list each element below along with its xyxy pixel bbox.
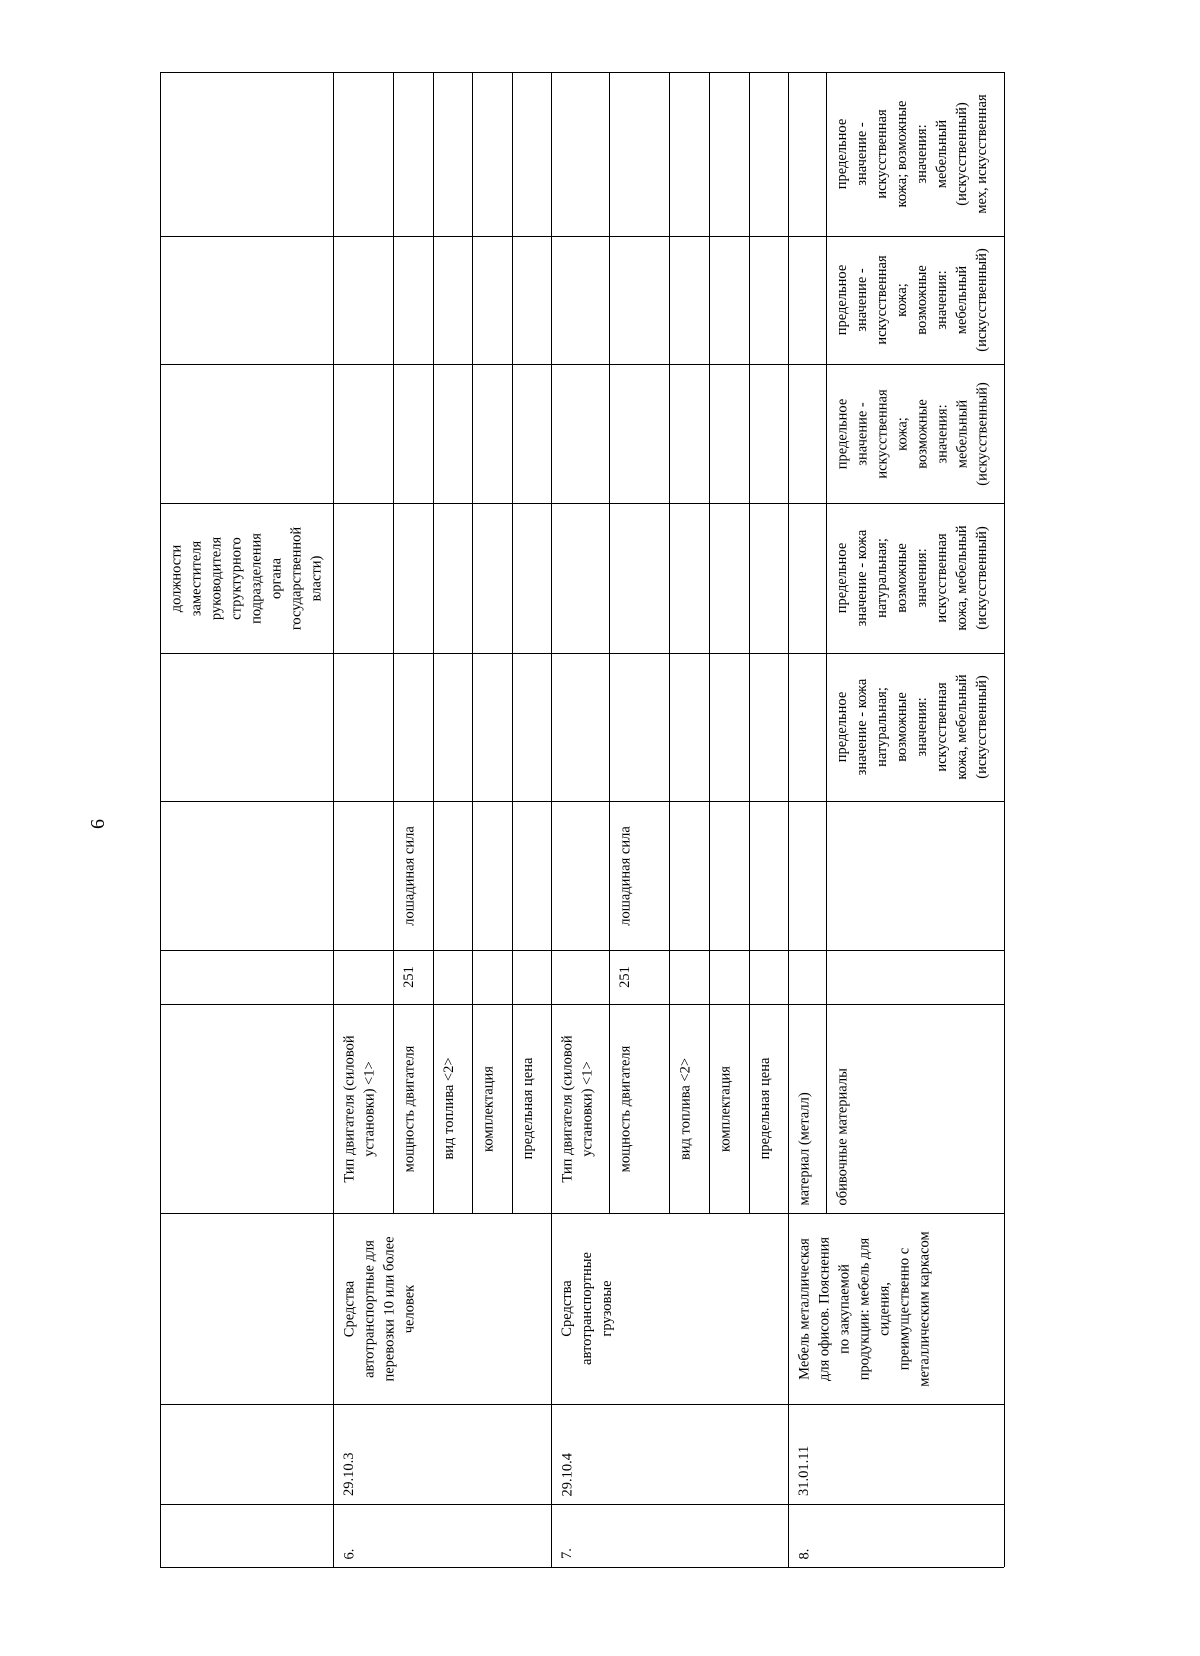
value-cell-line: (искусственный) [974,248,990,352]
value-cell [826,653,1004,801]
value-cell-line: предельное [834,264,850,336]
row-number [551,1504,788,1567]
characteristic-label [333,1004,393,1213]
value-cell-line: возможные [894,543,910,613]
okpd-code-line: 31.01.11 [796,1445,812,1496]
product-name [788,1213,1004,1404]
value-cell-line: искусственная [874,109,890,199]
header-position-note-line: органа [268,557,284,599]
product-name-line: по закупаемой [836,1263,852,1354]
value-cell-line: возможные [894,692,910,762]
value-cell-line: значение - [854,268,870,332]
value-cell-line: возможные [914,398,930,469]
value-cell-line: значения: [934,270,950,330]
value-cell-line: мебельный [954,399,970,468]
value-cell-line: значения: [914,697,930,757]
value-cell-line: искусственная [934,533,950,623]
value-cell-line: искусственная [934,682,950,772]
product-name-line: человек [401,1284,417,1333]
value-cell-line: (искусственный) [974,381,990,486]
characteristic-label-line: мощность двигателя [617,1045,633,1172]
unit-code-line: 251 [617,966,633,988]
value-cell-line: кожа; [894,416,910,451]
characteristic-label-line: Тип двигателя (силовой [341,1034,357,1183]
okpd-code [333,1404,551,1504]
product-name-line: автотранспортные для [361,1239,377,1378]
value-cell-line: мебельный [954,265,970,335]
page-number: 6 [87,819,109,829]
value-cell-line: кожа, мебельный [954,525,970,631]
value-cell-line: значение - [854,122,870,186]
product-name-line: преимущественно с [896,1247,912,1370]
product-name-line: для офисов. Пояснения [816,1236,832,1381]
product-name-line: сидения, [876,1281,892,1336]
header-position-note-line: заместителя [188,540,204,616]
product-name-line: грузовые [599,1280,615,1337]
value-cell-line: значения: [914,548,930,608]
value-cell [826,72,1004,236]
value-cell-line: предельное [834,118,850,190]
value-cell [826,236,1004,364]
product-name-line: продукции: мебель для [856,1237,872,1380]
product-name-line: металлическим каркасом [916,1230,932,1387]
value-cell-line: (искусственный) [974,526,990,630]
value-cell-line: мех, искусственная [974,94,990,214]
unit-name-line: лошадиная сила [401,825,417,926]
value-cell-line: возможные [914,265,930,335]
product-name-line: Мебель металлическая [796,1237,812,1380]
characteristic-label-line: установки) <1> [579,1060,595,1157]
row-number-line: 7. [559,1548,575,1559]
value-cell-line: предельное [834,398,850,469]
unit-name [393,801,433,950]
value-cell-line: (искусственный) [974,675,990,779]
characteristic-label-line: предельная цена [757,1057,773,1160]
unit-name [609,801,669,950]
row-number-line: 6. [341,1548,357,1559]
table-border-left [160,72,161,1567]
value-cell-line: мебельный [934,119,950,189]
characteristic-label-line: вид топлива <2> [441,1057,457,1160]
value-cell-line: значение - [854,401,870,466]
value-cell-line: (искусственный) [954,102,970,206]
header-position-note-line: должности [168,544,184,612]
header-position-note-line: власти) [308,555,324,601]
characteristic-label [551,1004,609,1213]
value-cell-line: значение - кожа [854,678,870,776]
characteristic-label [709,1004,749,1213]
characteristic-label-line: вид топлива <2> [677,1057,693,1160]
column-separator [160,801,1004,802]
product-name-line: Средства [559,1280,575,1337]
characteristic-label-line: мощность двигателя [401,1045,417,1172]
characteristic-label [393,1004,433,1213]
header-position-note-line: руководителя [208,536,224,620]
header-position-note-line: государственной [288,526,304,630]
product-name-line: автотранспортные [579,1252,595,1365]
unit-name-line: лошадиная сила [617,825,633,926]
characteristic-label-line: комплектация [717,1065,733,1152]
okpd-code-line: 29.10.3 [341,1452,357,1496]
value-cell-line: искусственная [874,388,890,479]
characteristic-label [788,1004,826,1213]
characteristic-label-line: установки) <1> [361,1060,377,1157]
product-name-line: Средства [341,1280,357,1337]
unit-code [393,950,433,1004]
value-cell-line: значение - кожа [854,529,870,627]
characteristic-label [669,1004,709,1213]
product-name [551,1213,788,1404]
value-cell-line: предельное [834,542,850,614]
characteristic-label-line: предельная цена [520,1057,536,1160]
characteristic-label [749,1004,788,1213]
characteristic-label [826,1004,1004,1213]
value-cell-line: кожа, мебельный [954,674,970,780]
value-cell-line: кожа; [894,283,910,317]
unit-code [609,950,669,1004]
row-number [788,1504,1004,1567]
characteristic-label [512,1004,551,1213]
characteristic-label-line: Тип двигателя (силовой [559,1034,575,1183]
value-cell-line: кожа; возможные [894,100,910,208]
header-position-note-line: подразделения [248,532,264,624]
row-number-line: 8. [796,1548,812,1559]
header-position-note [160,503,333,653]
value-cell [826,503,1004,653]
value-cell-line: натуральная; [874,538,890,618]
product-name-line: перевозки 10 или более [381,1235,397,1382]
okpd-code [551,1404,788,1504]
characteristic-label [609,1004,669,1213]
characteristic-label [472,1004,512,1213]
product-name [333,1213,551,1404]
characteristic-label [433,1004,472,1213]
header-position-note-line: структурного [228,536,244,620]
value-cell [826,364,1004,503]
okpd-code-line: 29.10.4 [559,1452,575,1496]
column-separator [160,950,1004,951]
value-cell-line: натуральная; [874,687,890,767]
characteristic-label-line: материал (металл) [796,1091,812,1205]
value-cell-line: искусственная [874,255,890,345]
characteristic-label-line: комплектация [480,1065,496,1152]
value-cell-line: предельное [834,691,850,763]
row-number [333,1504,551,1567]
okpd-code [788,1404,1004,1504]
value-cell-line: значения: [934,403,950,464]
value-cell-line: значения: [914,124,930,184]
unit-code-line: 251 [401,966,417,988]
characteristic-label-line: обивочные материалы [834,1067,850,1205]
